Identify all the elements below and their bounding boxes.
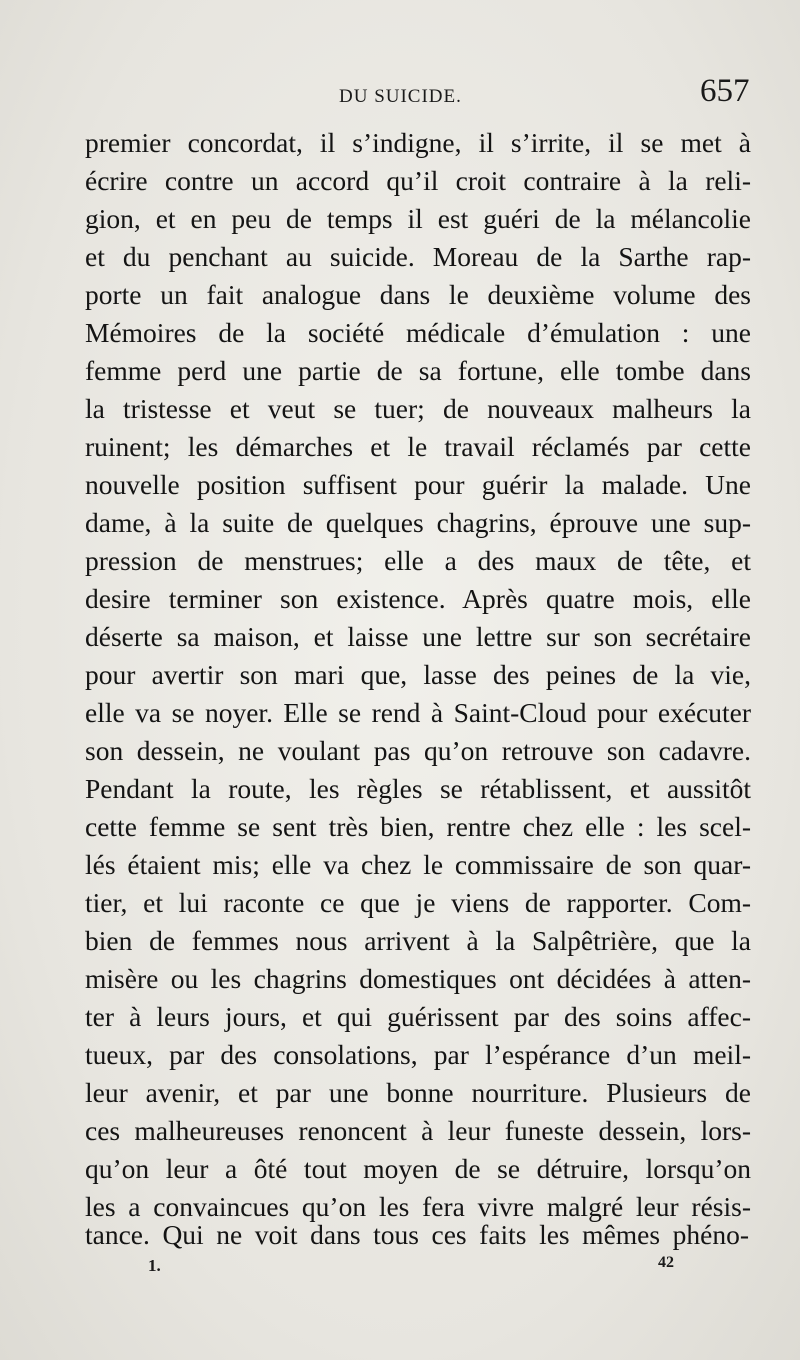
text-line: et du penchant au suicide. Moreau de la Sarthe rap- [85, 241, 751, 272]
text-line: premier concordat, il s’indigne, il s’irrite, il se met à [85, 127, 751, 158]
running-header: DU SUICIDE. [339, 86, 462, 107]
text-line: desire terminer son existence. Après quatre mois, elle [85, 583, 751, 614]
text-line: cette femme se sent très bien, rentre chez elle : les scel- [85, 811, 751, 842]
text-line: les a convaincues qu’on les fera vivre malgré leur résis- [85, 1191, 751, 1222]
text-line: tier, et lui raconte ce que je viens de rapporter. Com- [85, 887, 751, 918]
text-line: gion, et en peu de temps il est guéri de la mélancolie [85, 203, 751, 234]
text-line: ter à leurs jours, et qui guérissent par des soins affec- [85, 1001, 751, 1032]
text-line: nouvelle position suffisent pour guérir la malade. Une [85, 469, 751, 500]
text-line: ruinent; les démarches et le travail réclamés par cette [85, 431, 751, 462]
text-line: ces malheureuses renoncent à leur funeste dessein, lors- [85, 1115, 751, 1146]
text-line: pression de menstrues; elle a des maux de tête, et [85, 545, 751, 576]
text-line: leur avenir, et par une bonne nourriture. Plusieurs de [85, 1077, 751, 1108]
text-line: dame, à la suite de quelques chagrins, éprouve une sup- [85, 507, 751, 538]
text-line: pour avertir son mari que, lasse des peines de la vie, [85, 659, 751, 690]
text-line: bien de femmes nous arrivent à la Salpêtrière, que la [85, 925, 751, 956]
text-line: lés étaient mis; elle va chez le commissaire de son quar- [85, 849, 751, 880]
text-line: Mémoires de la société médicale d’émulation : une [85, 317, 751, 348]
text-line: son dessein, ne voulant pas qu’on retrouve son cadavre. [85, 735, 751, 766]
text-line: tance. Qui ne voit dans tous ces faits les mêmes phéno- [85, 1219, 749, 1250]
text-line: déserte sa maison, et laisse une lettre sur son secrétaire [85, 621, 751, 652]
text-line: elle va se noyer. Elle se rend à Saint-Cloud pour exécuter [85, 697, 751, 728]
text-line: misère ou les chagrins domestiques ont décidées à atten- [85, 963, 751, 994]
page-number: 657 [700, 73, 750, 109]
text-line: femme perd une partie de sa fortune, elle tombe dans [85, 355, 751, 386]
text-line: qu’on leur a ôté tout moyen de se détruire, lorsqu’on [85, 1153, 751, 1184]
text-line: la tristesse et veut se tuer; de nouveaux malheurs la [85, 393, 751, 424]
text-line: porte un fait analogue dans le deuxième volume des [85, 279, 751, 310]
signature-mark: 1. [148, 1256, 161, 1275]
sheet-number: 42 [658, 1254, 674, 1271]
text-line: Pendant la route, les règles se rétablissent, et aussitôt [85, 773, 751, 804]
text-line: écrire contre un accord qu’il croit contraire à la reli- [85, 165, 751, 196]
text-line: tueux, par des consolations, par l’espérance d’un meil- [85, 1039, 751, 1070]
